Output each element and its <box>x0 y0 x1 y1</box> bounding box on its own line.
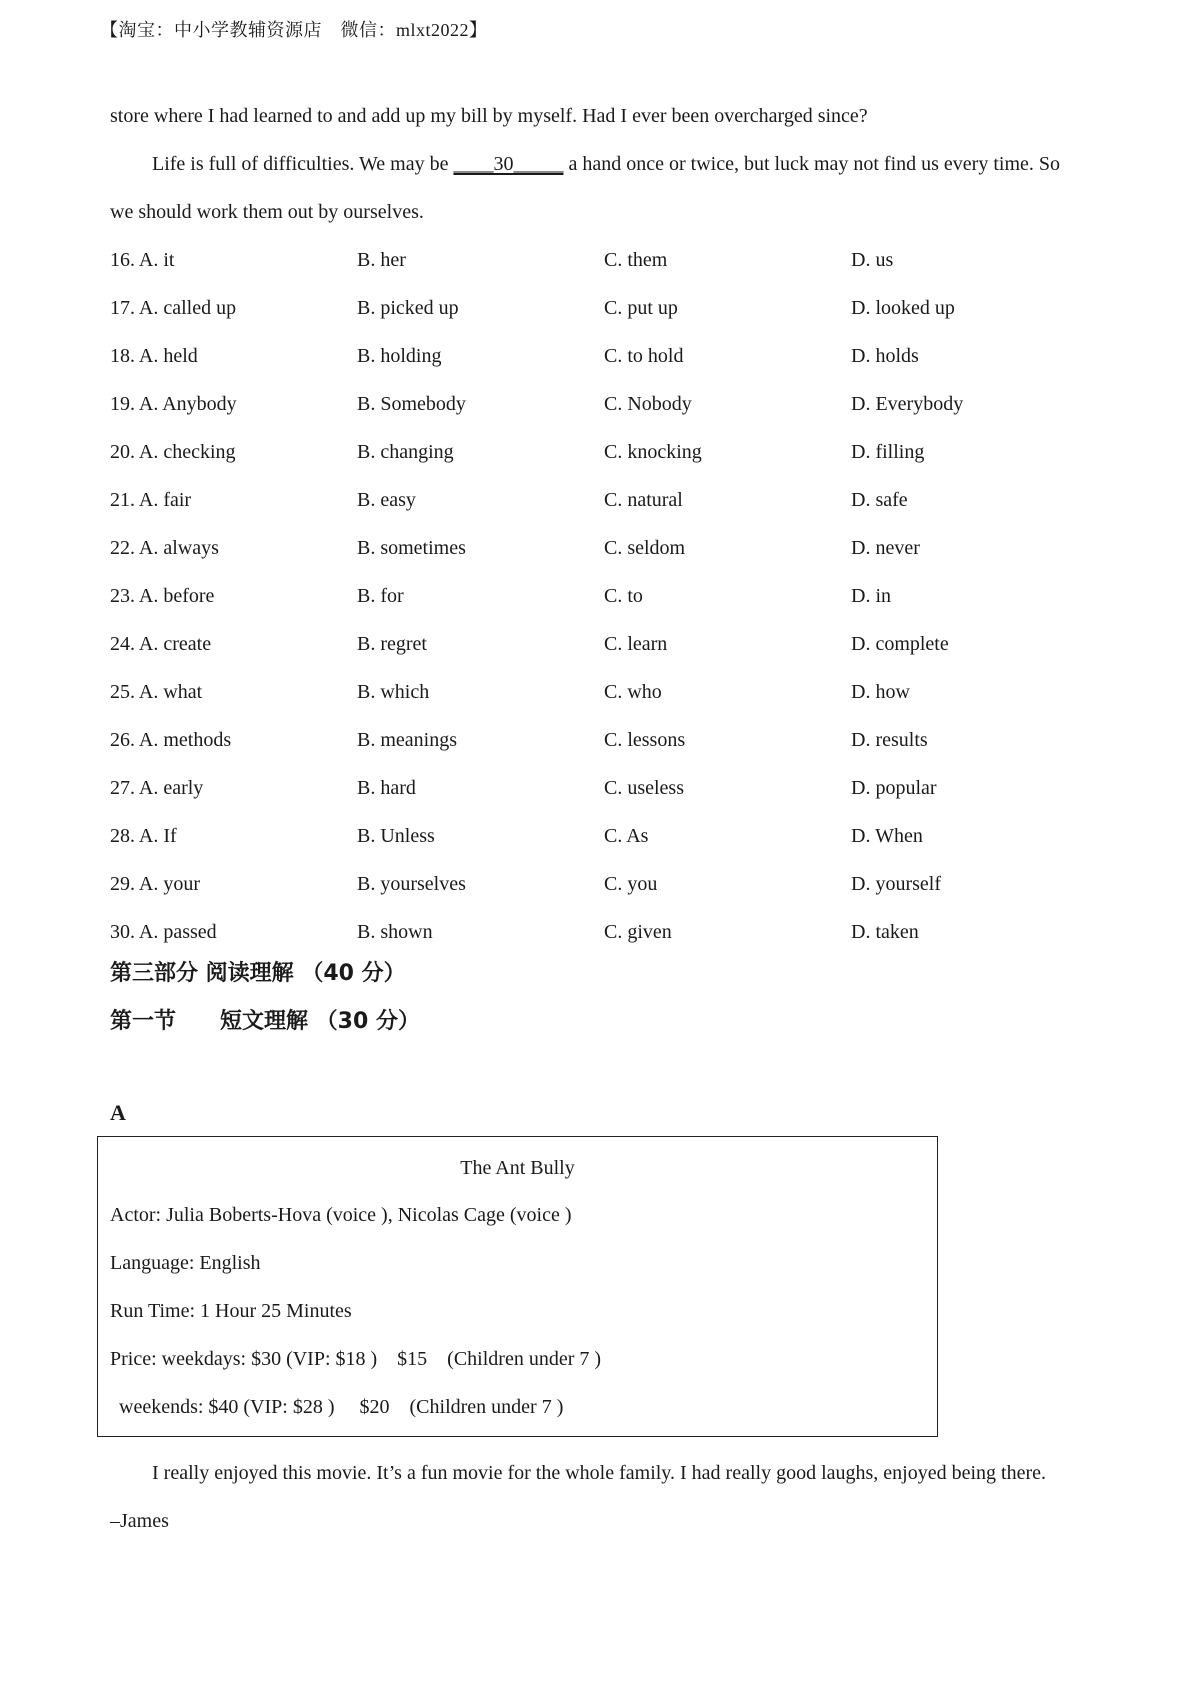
question-row <box>110 681 1010 709</box>
question-row <box>110 585 1010 613</box>
section-title-section1 <box>110 1004 420 1035</box>
option-a: 19. A. Anybody <box>110 393 237 415</box>
question-row <box>110 249 1010 277</box>
option-c: C. As <box>604 825 649 847</box>
page-header-watermark: 【淘宝：中小学教辅资源店 微信：mlxt2022】 <box>100 20 488 40</box>
question-row <box>110 873 1010 901</box>
option-b: B. yourselves <box>357 873 466 895</box>
movie-title: The Ant Bully <box>460 1157 575 1179</box>
option-a: 17. A. called up <box>110 297 237 319</box>
movie-language: Language: English <box>110 1252 261 1274</box>
option-a: 29. A. your <box>110 873 200 895</box>
option-c: C. given <box>604 921 672 943</box>
movie-price-weekends: weekends: $40 (VIP: $28 ) $20 (Children under 7 ) <box>119 1396 564 1418</box>
question-row <box>110 537 1010 565</box>
option-b: B. meanings <box>357 729 457 751</box>
option-a: 28. A. If <box>110 825 177 847</box>
option-d: D. never <box>851 537 920 559</box>
option-a: 25. A. what <box>110 681 203 703</box>
review-text: I really enjoyed this movie. It’s a fun movie for the whole family. I had really good laughs, enjoyed being there. <box>152 1462 1047 1484</box>
option-d: D. looked up <box>851 297 955 319</box>
option-d: D. safe <box>851 489 908 511</box>
movie-actor: Actor: Julia Boberts-Hova (voice ), Nicolas Cage (voice ) <box>110 1204 572 1226</box>
option-c: C. useless <box>604 777 684 799</box>
question-row <box>110 489 1010 517</box>
blank-30: ____30_____ <box>453 153 564 175</box>
passage-letter: A <box>110 1100 126 1125</box>
question-row <box>110 777 1010 805</box>
option-d: D. yourself <box>851 873 941 895</box>
para2-after: a hand once or twice, but luck may not find us every time. So <box>563 153 1061 175</box>
option-d: D. how <box>851 681 910 703</box>
option-b: B. for <box>357 585 404 607</box>
option-c: C. you <box>604 873 658 895</box>
question-row <box>110 297 1010 325</box>
intro-paragraph-2 <box>152 153 1060 176</box>
option-c: C. them <box>604 249 668 271</box>
option-c: C. learn <box>604 633 668 655</box>
question-row <box>110 633 1010 661</box>
option-b: B. sometimes <box>357 537 466 559</box>
option-b: B. easy <box>357 489 416 511</box>
option-d: D. taken <box>851 921 919 943</box>
para2-before: Life is full of difficulties. We may be <box>152 153 454 175</box>
option-c: C. Nobody <box>604 393 692 415</box>
movie-info-box <box>97 1136 938 1437</box>
option-b: B. picked up <box>357 297 459 319</box>
question-row <box>110 393 1010 421</box>
option-d: D. When <box>851 825 923 847</box>
section-title-part3: 第三部分 阅读理解 （40 分） <box>110 961 406 986</box>
option-b: B. which <box>357 681 430 703</box>
section1-label: 第一节 <box>110 1009 177 1034</box>
question-row <box>110 441 1010 469</box>
option-a: 23. A. before <box>110 585 215 607</box>
option-c: C. put up <box>604 297 678 319</box>
movie-runtime: Run Time: 1 Hour 25 Minutes <box>110 1300 352 1322</box>
option-b: B. holding <box>357 345 442 367</box>
option-c: C. to hold <box>604 345 684 367</box>
option-d: D. complete <box>851 633 949 655</box>
question-row <box>110 825 1010 853</box>
question-row <box>110 345 1010 373</box>
option-b: B. changing <box>357 441 454 463</box>
option-b: B. hard <box>357 777 416 799</box>
option-a: 18. A. held <box>110 345 198 367</box>
question-row <box>110 921 1010 949</box>
option-a: 16. A. it <box>110 249 175 271</box>
option-a: 24. A. create <box>110 633 212 655</box>
option-d: D. popular <box>851 777 937 799</box>
option-c: C. knocking <box>604 441 702 463</box>
option-b: B. Somebody <box>357 393 466 415</box>
option-d: D. holds <box>851 345 919 367</box>
option-a: 20. A. checking <box>110 441 236 463</box>
option-d: D. filling <box>851 441 925 463</box>
option-d: D. results <box>851 729 928 751</box>
option-b: B. her <box>357 249 406 271</box>
question-row <box>110 729 1010 757</box>
section1-title: 短文理解 （30 分） <box>220 1009 420 1034</box>
option-a: 26. A. methods <box>110 729 232 751</box>
option-b: B. regret <box>357 633 427 655</box>
option-c: C. natural <box>604 489 683 511</box>
option-b: B. shown <box>357 921 433 943</box>
movie-price-weekdays: Price: weekdays: $30 (VIP: $18 ) $15 (Children under 7 ) <box>110 1348 602 1370</box>
review-author: –James <box>110 1510 169 1532</box>
option-d: D. Everybody <box>851 393 964 415</box>
option-c: C. who <box>604 681 662 703</box>
option-a: 27. A. early <box>110 777 204 799</box>
option-c: C. seldom <box>604 537 686 559</box>
option-b: B. Unless <box>357 825 435 847</box>
option-c: C. lessons <box>604 729 686 751</box>
intro-paragraph-2-line-2: we should work them out by ourselves. <box>110 201 424 223</box>
option-a: 30. A. passed <box>110 921 217 943</box>
intro-line-1: store where I had learned to and add up my bill by myself. Had I ever been overcharged since? <box>110 105 868 127</box>
option-c: C. to <box>604 585 643 607</box>
option-d: D. in <box>851 585 891 607</box>
option-a: 22. A. always <box>110 537 219 559</box>
option-a: 21. A. fair <box>110 489 192 511</box>
option-d: D. us <box>851 249 894 271</box>
